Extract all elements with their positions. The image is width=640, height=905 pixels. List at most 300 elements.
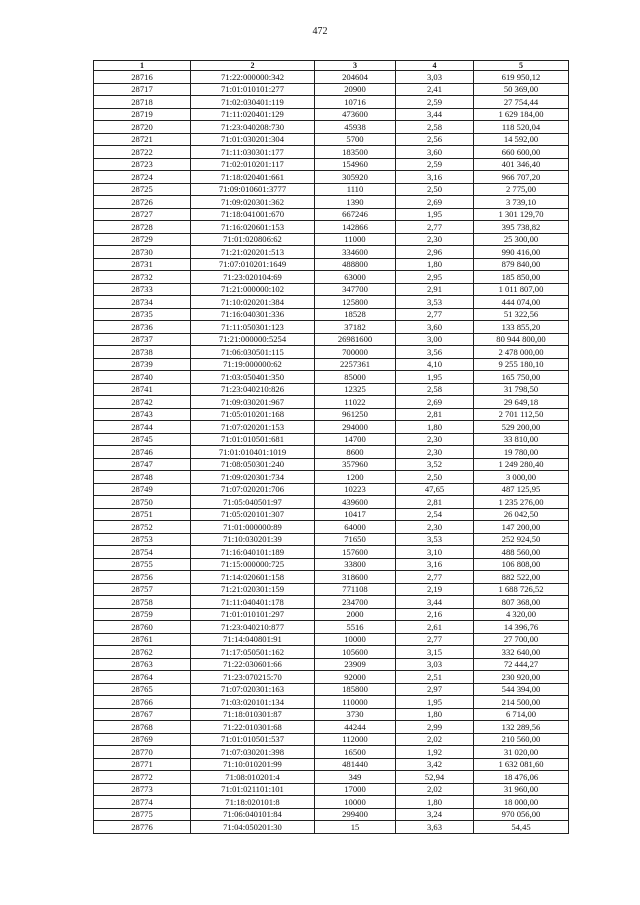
area-cell: 92000	[315, 671, 396, 684]
cadastral-number-cell: 71:14:020601:158	[191, 571, 315, 584]
rate-cell: 3,42	[396, 758, 474, 771]
rate-cell: 3,53	[396, 533, 474, 546]
row-number-cell: 28729	[94, 233, 191, 246]
row-number-cell: 28746	[94, 446, 191, 459]
rate-cell: 2,30	[396, 446, 474, 459]
value-cell: 230 920,00	[474, 671, 569, 684]
area-cell: 700000	[315, 346, 396, 359]
row-number-cell: 28756	[94, 571, 191, 584]
value-cell: 4 320,00	[474, 608, 569, 621]
area-cell: 18528	[315, 308, 396, 321]
value-cell: 185 850,00	[474, 271, 569, 284]
table-row	[94, 71, 569, 84]
table-row	[94, 183, 569, 196]
row-number-cell: 28725	[94, 183, 191, 196]
area-cell: 16500	[315, 746, 396, 759]
rate-cell: 52,94	[396, 771, 474, 784]
area-cell: 45938	[315, 121, 396, 134]
row-number-cell: 28735	[94, 308, 191, 321]
row-number-cell: 28718	[94, 96, 191, 109]
table-row	[94, 646, 569, 659]
cadastral-number-cell: 71:18:020101:8	[191, 796, 315, 809]
table-row	[94, 696, 569, 709]
rate-cell: 2,30	[396, 233, 474, 246]
area-cell: 488800	[315, 258, 396, 271]
value-cell: 18 476,06	[474, 771, 569, 784]
value-cell: 1 632 081,60	[474, 758, 569, 771]
area-cell: 8600	[315, 446, 396, 459]
value-cell: 966 707,20	[474, 171, 569, 184]
value-cell: 882 522,00	[474, 571, 569, 584]
cadastral-number-cell: 71:21:000000:5254	[191, 333, 315, 346]
row-number-cell: 28748	[94, 471, 191, 484]
cadastral-number-cell: 71:05:010201:168	[191, 408, 315, 421]
rate-cell: 3,16	[396, 558, 474, 571]
value-cell: 26 042,50	[474, 508, 569, 521]
value-cell: 106 808,00	[474, 558, 569, 571]
area-cell: 5516	[315, 621, 396, 634]
row-number-cell: 28732	[94, 271, 191, 284]
cadastral-number-cell: 71:23:040210:826	[191, 383, 315, 396]
row-number-cell: 28741	[94, 383, 191, 396]
value-cell: 395 738,82	[474, 221, 569, 234]
row-number-cell: 28716	[94, 71, 191, 84]
area-cell: 334600	[315, 246, 396, 259]
value-cell: 165 750,00	[474, 371, 569, 384]
cadastral-number-cell: 71:03:050401:350	[191, 371, 315, 384]
table-row	[94, 558, 569, 571]
area-cell: 14700	[315, 433, 396, 446]
row-number-cell: 28763	[94, 658, 191, 671]
rate-cell: 2,97	[396, 683, 474, 696]
table-row	[94, 546, 569, 559]
value-cell: 27 700,00	[474, 633, 569, 646]
rate-cell: 2,81	[396, 496, 474, 509]
row-number-cell: 28749	[94, 483, 191, 496]
value-cell: 444 074,00	[474, 296, 569, 309]
cadastral-number-cell: 71:11:050301:123	[191, 321, 315, 334]
row-number-cell: 28760	[94, 621, 191, 634]
table-row	[94, 483, 569, 496]
cadastral-number-cell: 71:01:010401:1019	[191, 446, 315, 459]
value-cell: 19 780,00	[474, 446, 569, 459]
rate-cell: 2,69	[396, 196, 474, 209]
table-row	[94, 633, 569, 646]
table-row	[94, 296, 569, 309]
value-cell: 31 960,00	[474, 783, 569, 796]
area-cell: 23909	[315, 658, 396, 671]
rate-cell: 3,44	[396, 108, 474, 121]
table-row	[94, 808, 569, 821]
row-number-cell: 28751	[94, 508, 191, 521]
area-cell: 110000	[315, 696, 396, 709]
area-cell: 11000	[315, 233, 396, 246]
value-cell: 132 289,56	[474, 721, 569, 734]
table-row	[94, 246, 569, 259]
row-number-cell: 28770	[94, 746, 191, 759]
area-cell: 961250	[315, 408, 396, 421]
row-number-cell: 28717	[94, 83, 191, 96]
cadastral-number-cell: 71:02:010201:117	[191, 158, 315, 171]
value-cell: 1 688 726,52	[474, 583, 569, 596]
table-row	[94, 308, 569, 321]
area-cell: 185800	[315, 683, 396, 696]
cadastral-number-cell: 71:08:050301:240	[191, 458, 315, 471]
value-cell: 14 396,76	[474, 621, 569, 634]
area-cell: 204604	[315, 71, 396, 84]
area-cell: 33800	[315, 558, 396, 571]
rate-cell: 2,81	[396, 408, 474, 421]
cadastral-number-cell: 71:14:040801:91	[191, 633, 315, 646]
value-cell: 31 020,00	[474, 746, 569, 759]
table-row	[94, 583, 569, 596]
table-row	[94, 496, 569, 509]
value-cell: 214 500,00	[474, 696, 569, 709]
cadastral-number-cell: 71:07:020301:163	[191, 683, 315, 696]
rate-cell: 3,03	[396, 658, 474, 671]
row-number-cell: 28774	[94, 796, 191, 809]
header-row	[94, 61, 569, 71]
value-cell: 54,45	[474, 821, 569, 834]
row-number-cell: 28734	[94, 296, 191, 309]
table-row	[94, 271, 569, 284]
row-number-cell: 28745	[94, 433, 191, 446]
value-cell: 29 649,18	[474, 396, 569, 409]
row-number-cell: 28719	[94, 108, 191, 121]
table-row	[94, 371, 569, 384]
rate-cell: 1,92	[396, 746, 474, 759]
table-row	[94, 433, 569, 446]
area-cell: 10417	[315, 508, 396, 521]
rate-cell: 2,61	[396, 621, 474, 634]
row-number-cell: 28743	[94, 408, 191, 421]
table-row	[94, 333, 569, 346]
value-cell: 1 235 276,00	[474, 496, 569, 509]
cadastral-number-cell: 71:23:040208:730	[191, 121, 315, 134]
area-cell: 37182	[315, 321, 396, 334]
table-row	[94, 733, 569, 746]
table-row	[94, 96, 569, 109]
cadastral-number-cell: 71:17:050501:162	[191, 646, 315, 659]
row-number-cell: 28753	[94, 533, 191, 546]
cadastral-number-cell: 71:16:040101:189	[191, 546, 315, 559]
cadastral-number-cell: 71:09:020301:734	[191, 471, 315, 484]
row-number-cell: 28754	[94, 546, 191, 559]
area-cell: 10223	[315, 483, 396, 496]
table-row	[94, 158, 569, 171]
value-cell: 147 200,00	[474, 521, 569, 534]
rate-cell: 3,15	[396, 646, 474, 659]
cadastral-number-cell: 71:23:020104:69	[191, 271, 315, 284]
table-row	[94, 396, 569, 409]
table-row	[94, 146, 569, 159]
area-cell: 157600	[315, 546, 396, 559]
table-row	[94, 658, 569, 671]
table-row	[94, 221, 569, 234]
area-cell: 347700	[315, 283, 396, 296]
table-row	[94, 171, 569, 184]
value-cell: 660 600,00	[474, 146, 569, 159]
cadastral-number-cell: 71:10:030201:39	[191, 533, 315, 546]
table-row	[94, 596, 569, 609]
area-cell: 1390	[315, 196, 396, 209]
value-cell: 529 200,00	[474, 421, 569, 434]
value-cell: 970 056,00	[474, 808, 569, 821]
area-cell: 5700	[315, 133, 396, 146]
area-cell: 125800	[315, 296, 396, 309]
table-row	[94, 533, 569, 546]
cadastral-number-cell: 71:09:030201:967	[191, 396, 315, 409]
row-number-cell: 28758	[94, 596, 191, 609]
value-cell: 118 520,04	[474, 121, 569, 134]
row-number-cell: 28721	[94, 133, 191, 146]
area-cell: 2000	[315, 608, 396, 621]
value-cell: 544 394,00	[474, 683, 569, 696]
area-cell: 473600	[315, 108, 396, 121]
table-row	[94, 346, 569, 359]
cadastral-number-cell: 71:23:070215:70	[191, 671, 315, 684]
rate-cell: 3,16	[396, 171, 474, 184]
area-cell: 349	[315, 771, 396, 784]
cadastral-number-cell: 71:19:000000:62	[191, 358, 315, 371]
value-cell: 332 640,00	[474, 646, 569, 659]
row-number-cell: 28726	[94, 196, 191, 209]
table-row	[94, 521, 569, 534]
value-cell: 2 478 000,00	[474, 346, 569, 359]
cadastral-number-cell: 71:22:000000:342	[191, 71, 315, 84]
value-cell: 133 855,20	[474, 321, 569, 334]
rate-cell: 2,02	[396, 783, 474, 796]
column-header: 5	[474, 61, 569, 71]
rate-cell: 3,24	[396, 808, 474, 821]
area-cell: 439600	[315, 496, 396, 509]
value-cell: 2 701 112,50	[474, 408, 569, 421]
cadastral-number-cell: 71:10:020201:384	[191, 296, 315, 309]
rate-cell: 2,51	[396, 671, 474, 684]
cadastral-number-cell: 71:11:020401:129	[191, 108, 315, 121]
rate-cell: 2,77	[396, 308, 474, 321]
table-row	[94, 383, 569, 396]
cadastral-number-cell: 71:01:021101:101	[191, 783, 315, 796]
rate-cell: 3,00	[396, 333, 474, 346]
row-number-cell: 28736	[94, 321, 191, 334]
row-number-cell: 28752	[94, 521, 191, 534]
row-number-cell: 28738	[94, 346, 191, 359]
rate-cell: 3,03	[396, 71, 474, 84]
column-header: 2	[191, 61, 315, 71]
area-cell: 2257361	[315, 358, 396, 371]
table-row	[94, 233, 569, 246]
row-number-cell: 28772	[94, 771, 191, 784]
value-cell: 488 560,00	[474, 546, 569, 559]
value-cell: 25 300,00	[474, 233, 569, 246]
data-table	[93, 60, 569, 834]
area-cell: 63000	[315, 271, 396, 284]
area-cell: 771108	[315, 583, 396, 596]
area-cell: 17000	[315, 783, 396, 796]
row-number-cell: 28762	[94, 646, 191, 659]
cadastral-number-cell: 71:07:010201:1649	[191, 258, 315, 271]
area-cell: 12325	[315, 383, 396, 396]
area-cell: 10716	[315, 96, 396, 109]
area-cell: 294000	[315, 421, 396, 434]
row-number-cell: 28733	[94, 283, 191, 296]
rate-cell: 3,10	[396, 546, 474, 559]
rate-cell: 3,53	[396, 296, 474, 309]
row-number-cell: 28767	[94, 708, 191, 721]
row-number-cell: 28757	[94, 583, 191, 596]
rate-cell: 2,30	[396, 521, 474, 534]
rate-cell: 3,52	[396, 458, 474, 471]
table-row	[94, 771, 569, 784]
rate-cell: 2,59	[396, 158, 474, 171]
area-cell: 26981600	[315, 333, 396, 346]
row-number-cell: 28737	[94, 333, 191, 346]
column-header: 3	[315, 61, 396, 71]
value-cell: 210 560,00	[474, 733, 569, 746]
rate-cell: 2,19	[396, 583, 474, 596]
table-row	[94, 671, 569, 684]
area-cell: 112000	[315, 733, 396, 746]
rate-cell: 3,63	[396, 821, 474, 834]
table-row	[94, 621, 569, 634]
area-cell: 71650	[315, 533, 396, 546]
rate-cell: 2,77	[396, 221, 474, 234]
cadastral-number-cell: 71:23:040210:877	[191, 621, 315, 634]
rate-cell: 3,44	[396, 596, 474, 609]
table-row	[94, 683, 569, 696]
value-cell: 14 592,00	[474, 133, 569, 146]
rate-cell: 1,80	[396, 421, 474, 434]
rate-cell: 2,95	[396, 271, 474, 284]
row-number-cell: 28750	[94, 496, 191, 509]
rate-cell: 2,41	[396, 83, 474, 96]
cadastral-number-cell: 71:09:020301:362	[191, 196, 315, 209]
value-cell: 1 629 184,00	[474, 108, 569, 121]
rate-cell: 2,16	[396, 608, 474, 621]
cadastral-number-cell: 71:11:040401:178	[191, 596, 315, 609]
cadastral-number-cell: 71:06:040101:84	[191, 808, 315, 821]
rate-cell: 2,99	[396, 721, 474, 734]
table-row	[94, 821, 569, 834]
row-number-cell: 28768	[94, 721, 191, 734]
value-cell: 9 255 180,10	[474, 358, 569, 371]
row-number-cell: 28766	[94, 696, 191, 709]
cadastral-number-cell: 71:07:020201:706	[191, 483, 315, 496]
rate-cell: 1,95	[396, 696, 474, 709]
cadastral-number-cell: 71:21:020201:513	[191, 246, 315, 259]
area-cell: 142866	[315, 221, 396, 234]
rate-cell: 2,58	[396, 121, 474, 134]
row-number-cell: 28769	[94, 733, 191, 746]
row-number-cell: 28771	[94, 758, 191, 771]
value-cell: 18 000,00	[474, 796, 569, 809]
area-cell: 105600	[315, 646, 396, 659]
table-row	[94, 133, 569, 146]
value-cell: 31 798,50	[474, 383, 569, 396]
rate-cell: 1,95	[396, 371, 474, 384]
rate-cell: 4,10	[396, 358, 474, 371]
value-cell: 1 301 129,70	[474, 208, 569, 221]
value-cell: 72 444,27	[474, 658, 569, 671]
table-row	[94, 458, 569, 471]
row-number-cell: 28773	[94, 783, 191, 796]
cadastral-number-cell: 71:01:010101:297	[191, 608, 315, 621]
table-row	[94, 83, 569, 96]
row-number-cell: 28720	[94, 121, 191, 134]
rate-cell: 3,56	[396, 346, 474, 359]
row-number-cell: 28775	[94, 808, 191, 821]
row-number-cell: 28722	[94, 146, 191, 159]
cadastral-number-cell: 71:09:010601:3777	[191, 183, 315, 196]
rate-cell: 2,96	[396, 246, 474, 259]
cadastral-number-cell: 71:01:020806:62	[191, 233, 315, 246]
cadastral-number-cell: 71:10:010201:99	[191, 758, 315, 771]
area-cell: 10000	[315, 796, 396, 809]
value-cell: 33 810,00	[474, 433, 569, 446]
area-cell: 183500	[315, 146, 396, 159]
area-cell: 305920	[315, 171, 396, 184]
row-number-cell: 28761	[94, 633, 191, 646]
table-row	[94, 121, 569, 134]
table-row	[94, 258, 569, 271]
rate-cell: 47,65	[396, 483, 474, 496]
rate-cell: 2,58	[396, 383, 474, 396]
area-cell: 1110	[315, 183, 396, 196]
value-cell: 1 011 807,00	[474, 283, 569, 296]
area-cell: 11022	[315, 396, 396, 409]
value-cell: 401 346,40	[474, 158, 569, 171]
value-cell: 6 714,00	[474, 708, 569, 721]
table-body	[94, 71, 569, 834]
table-row	[94, 321, 569, 334]
rate-cell: 1,80	[396, 258, 474, 271]
cadastral-number-cell: 71:01:000000:89	[191, 521, 315, 534]
row-number-cell: 28739	[94, 358, 191, 371]
table-row	[94, 108, 569, 121]
area-cell: 357960	[315, 458, 396, 471]
cadastral-number-cell: 71:18:041001:670	[191, 208, 315, 221]
value-cell: 51 322,56	[474, 308, 569, 321]
area-cell: 64000	[315, 521, 396, 534]
area-cell: 20900	[315, 83, 396, 96]
table-row	[94, 746, 569, 759]
rate-cell: 2,59	[396, 96, 474, 109]
value-cell: 50 369,00	[474, 83, 569, 96]
area-cell: 85000	[315, 371, 396, 384]
row-number-cell: 28724	[94, 171, 191, 184]
table-row	[94, 421, 569, 434]
cadastral-number-cell: 71:01:010501:537	[191, 733, 315, 746]
cadastral-number-cell: 71:05:020101:307	[191, 508, 315, 521]
column-header: 1	[94, 61, 191, 71]
table-row	[94, 471, 569, 484]
row-number-cell: 28740	[94, 371, 191, 384]
row-number-cell: 28723	[94, 158, 191, 171]
cadastral-number-cell: 71:21:000000:102	[191, 283, 315, 296]
area-cell: 667246	[315, 208, 396, 221]
cadastral-number-cell: 71:16:040301:336	[191, 308, 315, 321]
cadastral-number-cell: 71:18:020401:661	[191, 171, 315, 184]
value-cell: 807 368,00	[474, 596, 569, 609]
cadastral-number-cell: 71:07:020201:153	[191, 421, 315, 434]
cadastral-number-cell: 71:11:030301:177	[191, 146, 315, 159]
value-cell: 619 950,12	[474, 71, 569, 84]
value-cell: 27 754,44	[474, 96, 569, 109]
area-cell: 10000	[315, 633, 396, 646]
area-cell: 299400	[315, 808, 396, 821]
column-header: 4	[396, 61, 474, 71]
